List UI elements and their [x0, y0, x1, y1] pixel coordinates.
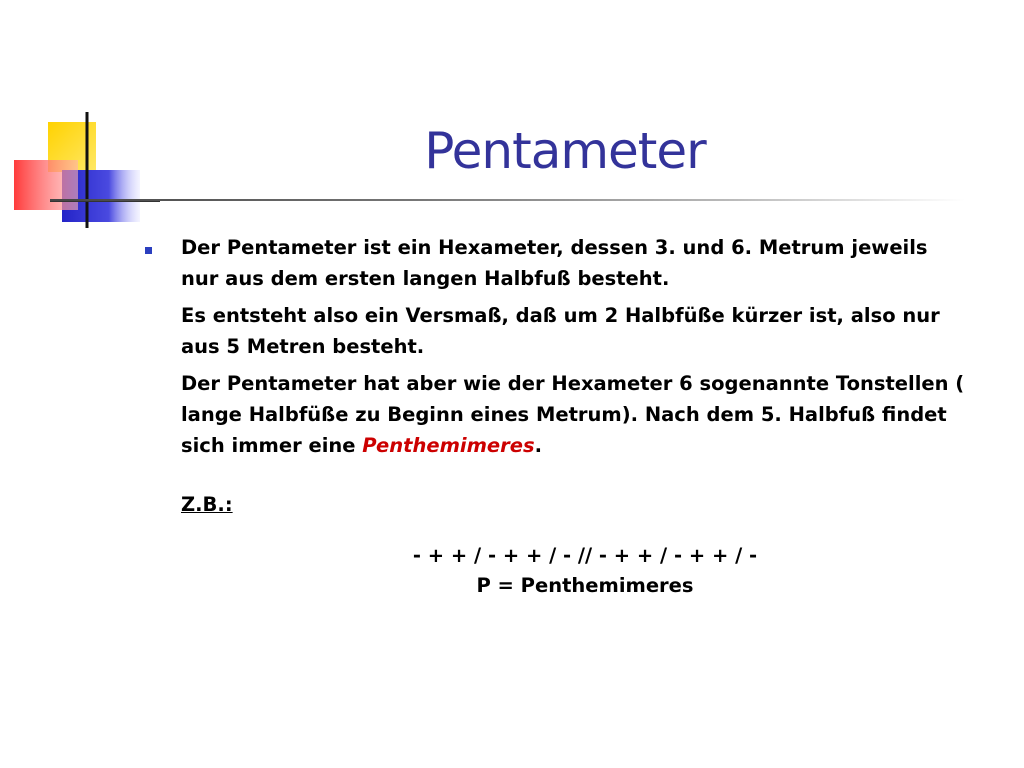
title-divider [50, 199, 965, 201]
example-label-text: Z.B.: [181, 493, 233, 516]
meter-line: - + + / - + + / - // - + + / - + + / - [412, 544, 758, 567]
bullet-square-icon [145, 247, 152, 254]
meter-legend: P = Penthemimeres [476, 574, 694, 597]
slide-title: Pentameter [424, 122, 706, 180]
paragraph-tonstellen [181, 368, 971, 461]
tonstellen-period: . [534, 434, 543, 457]
paragraph-definition: Der Pentameter ist ein Hexameter, dessen 3. und 6. Metrum jeweils nur aus dem ersten langen Halbfuß besteht. [181, 236, 928, 290]
example-label [181, 489, 971, 520]
paragraph-versmass: Es entsteht also ein Versmaß, daß um 2 Halbfüße kürzer ist, also nur aus 5 Metren besteht. [181, 304, 940, 358]
tonstellen-text: Der Pentameter hat aber wie der Hexameter 6 sogenannte Tonstellen ( lange Halbfüße zu Beginn eines Metrum). Nach dem 5. Halbfuß findet sich immer eine [181, 372, 965, 457]
logo-red-square [14, 160, 78, 210]
penthemimeres-emphasis: Penthemimeres [362, 434, 535, 457]
slide-body [181, 232, 971, 526]
slide-logo-decoration [0, 0, 160, 240]
meter-scheme [330, 541, 840, 601]
